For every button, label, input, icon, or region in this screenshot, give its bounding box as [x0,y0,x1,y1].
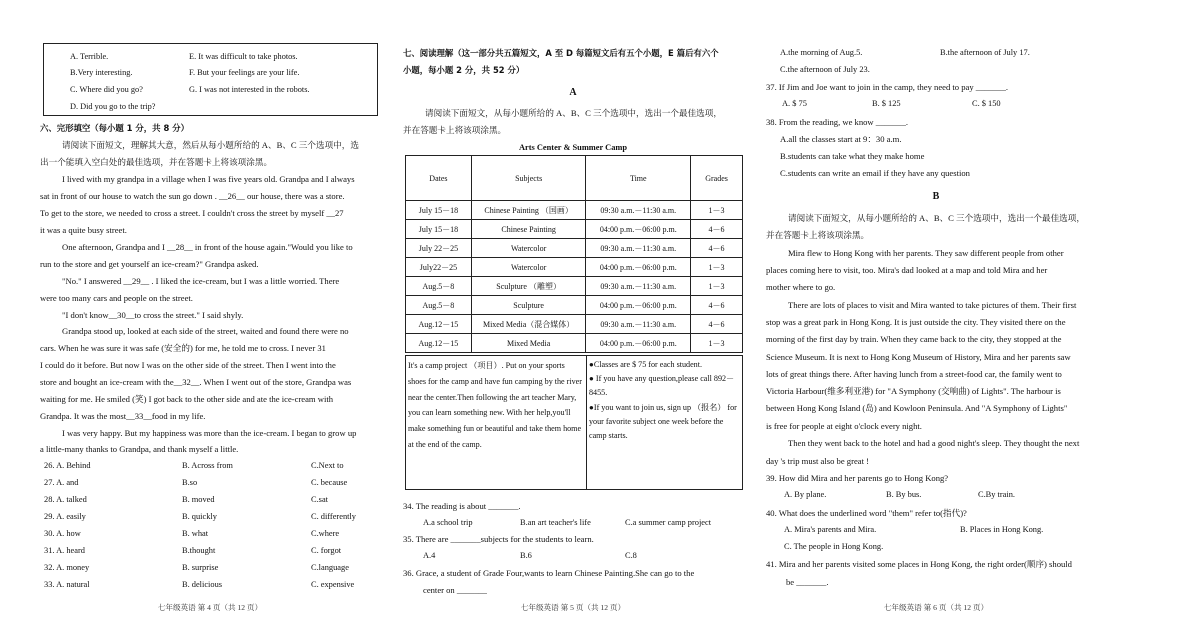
page-6-column [766,0,1106,643]
cell-subject: Chinese Painting [471,220,586,239]
option-c: C. $ 150 [972,99,1001,108]
instruction: 请阅读下面短文，从每小题所给的 A、B、C 三个选项中，选出一个最佳选项， [425,108,722,118]
passage-line: it was a quite busy street. [40,225,127,235]
cell-date: Aug.5－8 [406,277,472,296]
option-a: A.the morning of Aug.5. [780,48,863,57]
camp-schedule-table [405,155,743,353]
option-c: C. forgot [311,546,342,555]
passage-line: sat in front of our house to watch the sun go down . __26__ our house, there was a store. [40,191,345,201]
header-time: Time [586,156,691,201]
passage-line: I was very happy. But my happiness was more than the ice-cream. I began to grow up [62,428,357,438]
instruction: 并在答题卡上将该项涂黑。 [403,125,507,135]
passage-line: Victoria Harbour(维多利亚港) for "A Symphony (交响曲) of Lights". The harbour is [766,386,1061,396]
instruction: 出一个能填入空白处的最佳选项，并在答题卡上将该项涂黑。 [40,157,273,167]
page-footer: 七年级英语 第 6 页（共 12 页） [883,603,989,612]
passage-line: day 's trip must also be great ! [766,456,869,466]
table-row [406,296,743,315]
passage-line: between Hong Kong Island (岛) and Kowloon Peninsula. And "A Symphony of Lights" [766,403,1068,413]
cell-time: 09:30 a.m.－11:30 a.m. [586,315,691,334]
option-c: C.By train. [978,490,1015,499]
instruction: 请阅读下面短文，从每小题所给的 A、B、C 三个选项中，选出一个最佳选项， [788,213,1085,223]
option-c: C. expensive [311,580,355,589]
passage-line: stop was a great park in Hong Kong. It is just outside the city. They visited there on the [766,317,1066,327]
cell-subject: Watercolor [471,258,586,277]
cell-time: 04:00 p.m.－06:00 p.m. [586,258,691,277]
note-price: ●Classes are $ 75 for each student. [589,360,702,369]
passage-line: Grandpa. It was the most__33__food in my life. [40,411,206,421]
table-row [406,277,743,296]
table-row [406,315,743,334]
cell-grades: 1－3 [691,201,743,220]
passage-line: Grandpa stood up, looked at each side of the street, waited and found there were no [62,326,349,336]
question-38: 38. From the reading, we know _______. [766,117,909,127]
cell-date: July 15－18 [406,201,472,220]
table-row [406,334,743,353]
instruction: 并在答题卡上将该项涂黑。 [766,230,870,240]
question-37: 37. If Jim and Joe want to join in the camp, they need to pay _______. [766,82,1009,92]
passage-line: is free for people at eight o'clock every night. [766,421,922,431]
note-phone: ● If you have any question,please call 892－8455. [589,374,735,398]
cell-time: 04:00 p.m.－06:00 p.m. [586,296,691,315]
table-row [406,239,743,258]
passage-line: a little-many thanks to Grandpa, and thank myself a little. [40,444,239,454]
passage-line: One afternoon, Grandpa and I __28__ in front of the house again."Would you like to [62,242,353,252]
cell-date: Aug.12－15 [406,315,472,334]
table-row [406,201,743,220]
option-a: A.a school trip [423,518,473,527]
question-35: 35. There are _______subjects for the students to learn. [403,534,594,544]
option-c: C.Next to [311,461,344,470]
option-a: 27. A. and [44,478,79,487]
option-b: B. $ 125 [872,99,901,108]
cell-date: Aug.12－15 [406,334,472,353]
page-5-column [403,0,743,643]
option-b: B.so [182,478,198,487]
answer-options-box [43,43,378,116]
passage-line: To get to the store, we needed to cross a street. I couldn't cross the street by myself __27 [40,208,344,218]
option-b: B.students can take what they make home [780,151,925,161]
section-title: 小题，每小题 2 分，共 52 分） [403,65,525,75]
passage-line: store and bought an ice-cream with the__32__. When I went out of the store, Grandpa was [40,377,352,387]
option-b: B. Places in Hong Kong. [960,525,1044,534]
cell-grades: 1－3 [691,277,743,296]
passage-line: places coming here to visit, too. Mira's dad looked at a map and told Mira and her [766,265,1048,275]
option-a: 32. A. money [44,563,90,572]
cell-date: Aug.5－8 [406,296,472,315]
note-signup: ●If you want to join us, sign up （报名） for your favorite subject one week before the camp starts. [589,402,737,441]
question-41-cont: be _______. [786,577,829,587]
option-c: C.the afternoon of July 23. [780,65,870,74]
option-a: 33. A. natural [44,580,90,589]
option-a: 26. A. Behind [44,461,91,470]
option-c: C.a summer camp project [625,518,712,527]
cell-grades: 4－6 [691,315,743,334]
option-c: C.language [311,563,349,572]
cell-grades: 1－3 [691,334,743,353]
cell-time: 04:00 p.m.－06:00 p.m. [586,334,691,353]
option-c: C.8 [625,551,637,560]
passage-line: were too many cars and people on the street. [40,293,193,303]
passage-line: morning of the first day by train. When they came back to the city, they stopped at the [766,334,1062,344]
option-b: B.an art teacher's life [520,518,591,527]
question-36: 36. Grace, a student of Grade Four,wants to learn Chinese Painting.She can go to the [403,568,695,578]
camp-description: It's a camp project （项目）. Put on your sports shoes for the camp and have fun camping by the river near the center.Then following the art teacher Mary, you can learn something new. With her help,you'll make something fun or beautiful and take them home at the end of the camp. [406,356,587,489]
passage-label: B [932,191,940,202]
option-a: A.all the classes start at 9：30 a.m. [780,134,902,144]
passage-line: Mira flew to Hong Kong with her parents. They saw different people from other [788,248,1064,258]
option-g: G. I was not interested in the robots. [189,85,310,94]
question-34: 34. The reading is about _______. [403,501,521,511]
option-a: A. $ 75 [782,99,807,108]
option-b: B. surprise [182,563,219,572]
cell-subject: Watercolor [471,239,586,258]
option-c: C. The people in Hong Kong. [784,542,884,551]
passage-line: mother where to go. [766,282,836,292]
passage-line: cars. When he was sure it was safe (安全的) for me, he told me to cross. I never 31 [40,343,326,353]
passage-line: "No." I answered __29__ . I liked the ice-cream, but I was a little worried. There [62,276,340,286]
cell-subject: Sculpture [471,296,586,315]
header-subjects: Subjects [471,156,586,201]
cell-subject: Mixed Media（混合媒体） [471,315,586,334]
option-c: C. differently [311,512,356,521]
option-a: A.4 [423,551,436,560]
cell-date: July 15－18 [406,220,472,239]
option-a: 31. A. heard [44,546,85,555]
option-c: C.students can write an email if they have any question [780,168,970,178]
option-a: 28. A. talked [44,495,87,504]
cell-subject: Chinese Painting （国画） [471,201,586,220]
passage-line: waiting for me. He smiled (笑) I got back to the other side and ate the ice-cream with [40,394,334,404]
cell-grades: 4－6 [691,220,743,239]
option-a: A. Terrible. [70,52,109,61]
cell-grades: 1－3 [691,258,743,277]
passage-line: run to the store and get yourself an ice-cream?" Grandpa asked. [40,259,259,269]
table-header-row [406,156,743,201]
passage-line: lots of great things there. After having lunch from a street-food car, the family went to [766,369,1062,379]
table-row [406,258,743,277]
option-b: B. what [182,529,209,538]
passage-line: I could do it before. But now I was on the other side of the street. Then I went into the [40,360,336,370]
option-a: A. Mira's parents and Mira. [784,525,877,534]
camp-notes [587,356,742,445]
camp-info-box [405,355,743,490]
question-39: 39. How did Mira and her parents go to Hong Kong? [766,473,949,483]
cell-date: July 22－25 [406,239,472,258]
option-b: B.Very interesting. [70,68,133,77]
cell-time: 09:30 a.m.－11:30 a.m. [586,201,691,220]
passage-line: There are lots of places to visit and Mira wanted to take pictures of them. Their first [788,300,1077,310]
passage-line: I lived with my grandpa in a village when I was five years old. Grandpa and I always [62,174,355,184]
header-grades: Grades [691,156,743,201]
question-36-cont: center on _______ [423,585,487,595]
cell-grades: 4－6 [691,296,743,315]
page-footer: 七年级英语 第 4 页（共 12 页） [157,603,263,612]
cell-time: 04:00 p.m.－06:00 p.m. [586,220,691,239]
section-title: 七、阅读理解（这一部分共五篇短文，A 至 D 每篇短文后有五个小题，E 篇后有六个 [403,48,719,58]
passage-line: Then they went back to the hotel and had a good night's sleep. They thought the next [788,438,1080,448]
option-b: B.thought [182,546,216,555]
instruction: 请阅读下面短文，理解其大意，然后从每小题所给的 A、B、C 三个选项中，选 [62,140,359,150]
question-40: 40. What does the underlined word "them" refer to(指代)? [766,508,967,518]
option-b: B. By bus. [886,490,922,499]
cell-date: July22－25 [406,258,472,277]
cell-subject: Sculpture （雕塑） [471,277,586,296]
option-c: C. because [311,478,348,487]
option-b: B. quickly [182,512,217,521]
cell-time: 09:30 a.m.－11:30 a.m. [586,239,691,258]
option-c: C.sat [311,495,328,504]
option-d: D. Did you go to the trip? [70,102,156,111]
passage-line: "I don't know__30__to cross the street." I said shyly. [62,310,244,320]
passage-label: A [569,87,577,98]
page-4-column [40,0,380,643]
option-a: 30. A. how [44,529,81,538]
option-b: B. moved [182,495,215,504]
option-a: A. By plane. [784,490,827,499]
option-b: B. delicious [182,580,223,589]
option-c: C. Where did you go? [70,85,143,94]
cell-subject: Mixed Media [471,334,586,353]
question-41: 41. Mira and her parents visited some places in Hong Kong, the right order(顺序) should [766,559,1072,569]
option-b: B.6 [520,551,532,560]
header-dates: Dates [406,156,472,201]
table-row [406,220,743,239]
passage-line: Science Museum. It is next to Hong Kong Museum of History, Mira and her parents saw [766,352,1071,362]
table-title: Arts Center & Summer Camp [518,143,628,152]
cell-time: 09:30 a.m.－11:30 a.m. [586,277,691,296]
option-f: F. But your feelings are your life. [189,68,300,77]
section-title: 六、完形填空（每小题 1 分，共 8 分） [40,123,189,133]
option-b: B.the afternoon of July 17. [940,48,1030,57]
option-a: 29. A. easily [44,512,86,521]
option-e: E. It was difficult to take photos. [189,52,298,61]
page-footer: 七年级英语 第 5 页（共 12 页） [520,603,626,612]
cell-grades: 4－6 [691,239,743,258]
option-b: B. Across from [182,461,233,470]
option-c: C.where [311,529,340,538]
